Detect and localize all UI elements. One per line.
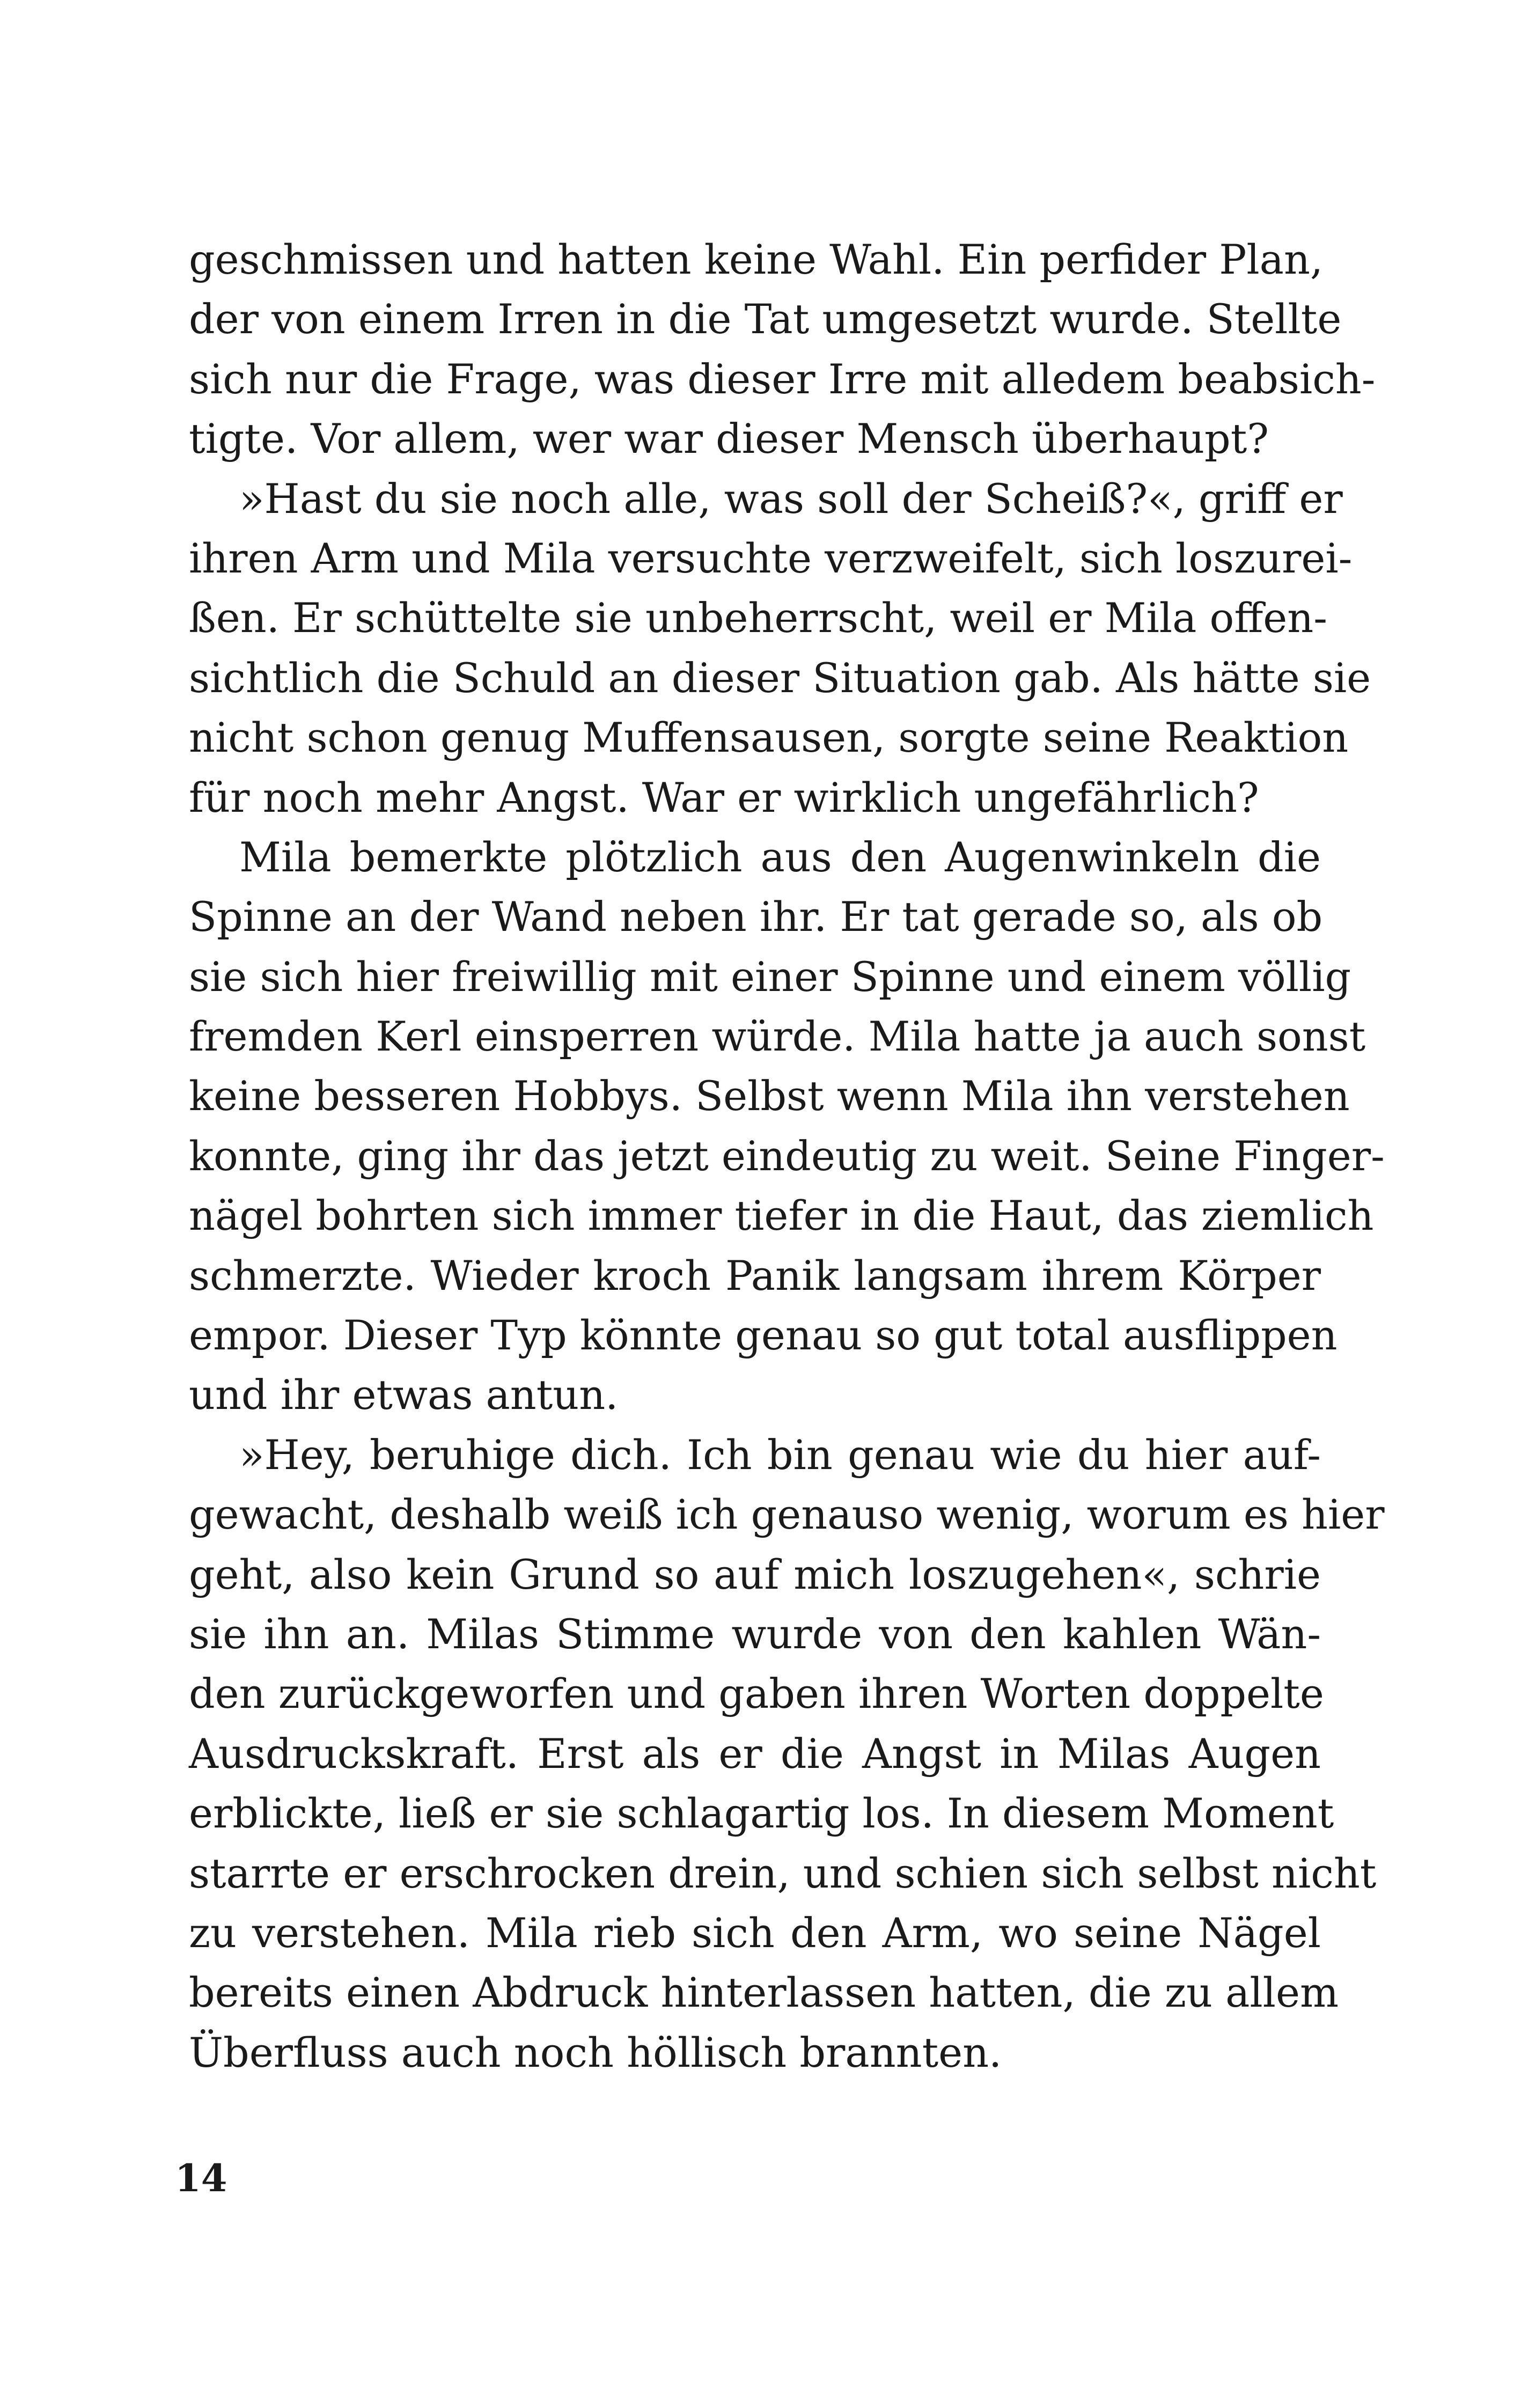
text-line: erblickte, ließ er sie schlagartig los. In diesem Moment xyxy=(189,1789,1334,1838)
text-line: fremden Kerl einsperren würde. Mila hatte ja auch sonst xyxy=(189,1012,1366,1061)
text-line: geht, also kein Grund so auf mich loszugehen«, schrie xyxy=(189,1550,1321,1598)
text-line: gewacht, deshalb weiß ich genauso wenig, worum es hier xyxy=(189,1491,1385,1539)
text-line: sie ihn an. Milas Stimme wurde von den kahlen Wän- xyxy=(189,1610,1321,1658)
text-line: sichtlich die Schuld an dieser Situation gab. Als hätte sie xyxy=(189,654,1371,702)
text-line: geschmissen und hatten keine Wahl. Ein perfider Plan, xyxy=(189,236,1324,283)
text-line: »Hey, beruhige dich. Ich bin genau wie du hier auf- xyxy=(239,1430,1321,1479)
text-line: bereits einen Abdruck hinterlassen hatten, die zu allem xyxy=(189,1969,1339,2017)
text-line: starrte er erschrocken drein, und schien sich selbst nicht xyxy=(189,1849,1377,1897)
text-line: ihren Arm und Mila versuchte verzweifelt, sich loszurei- xyxy=(189,534,1353,582)
text-line: Spinne an der Wand neben ihr. Er tat gerade so, als ob xyxy=(189,893,1323,941)
text-line: den zurückgeworfen und gaben ihren Worten doppelte xyxy=(189,1670,1324,1718)
text-line: Ausdruckskraft. Erst als er die Angst in Milas Augen xyxy=(189,1729,1321,1778)
text-line: schmerzte. Wieder kroch Panik langsam ihrem Körper xyxy=(189,1251,1321,1300)
page-number: 14 xyxy=(175,2156,227,2200)
body-text xyxy=(189,230,1385,2082)
text-line: Überfluss auch noch höllisch brannten. xyxy=(189,2028,1002,2076)
text-line: und ihr etwas antun. xyxy=(189,1371,619,1419)
text-line: ßen. Er schüttelte sie unbeherrscht, weil er Mila offen- xyxy=(189,594,1327,642)
text-line: konnte, ging ihr das jetzt eindeutig zu weit. Seine Finger- xyxy=(189,1132,1385,1180)
text-line: nägel bohrten sich immer tiefer in die Haut, das ziemlich xyxy=(189,1192,1374,1240)
text-line: zu verstehen. Mila rieb sich den Arm, wo seine Nägel xyxy=(189,1908,1321,1957)
text-line: Mila bemerkte plötzlich aus den Augenwinkeln die xyxy=(239,833,1321,881)
text-line: empor. Dieser Typ könnte genau so gut total ausflippen xyxy=(189,1311,1338,1360)
text-line: der von einem Irren in die Tat umgesetzt wurde. Stellte xyxy=(189,295,1342,343)
text-line: für noch mehr Angst. War er wirklich ungefährlich? xyxy=(189,773,1259,821)
text-line: tigte. Vor allem, wer war dieser Mensch überhaupt? xyxy=(189,415,1269,463)
text-line: keine besseren Hobbys. Selbst wenn Mila ihn verstehen xyxy=(189,1072,1350,1120)
text-line: sie sich hier freiwillig mit einer Spinne und einem völlig xyxy=(189,952,1351,1001)
text-line: sich nur die Frage, was dieser Irre mit alledem beabsich- xyxy=(189,355,1376,403)
text-line: »Hast du sie noch alle, was soll der Scheiß?«, griff er xyxy=(239,474,1343,523)
text-line: nicht schon genug Muffensausen, sorgte seine Reaktion xyxy=(189,714,1349,762)
